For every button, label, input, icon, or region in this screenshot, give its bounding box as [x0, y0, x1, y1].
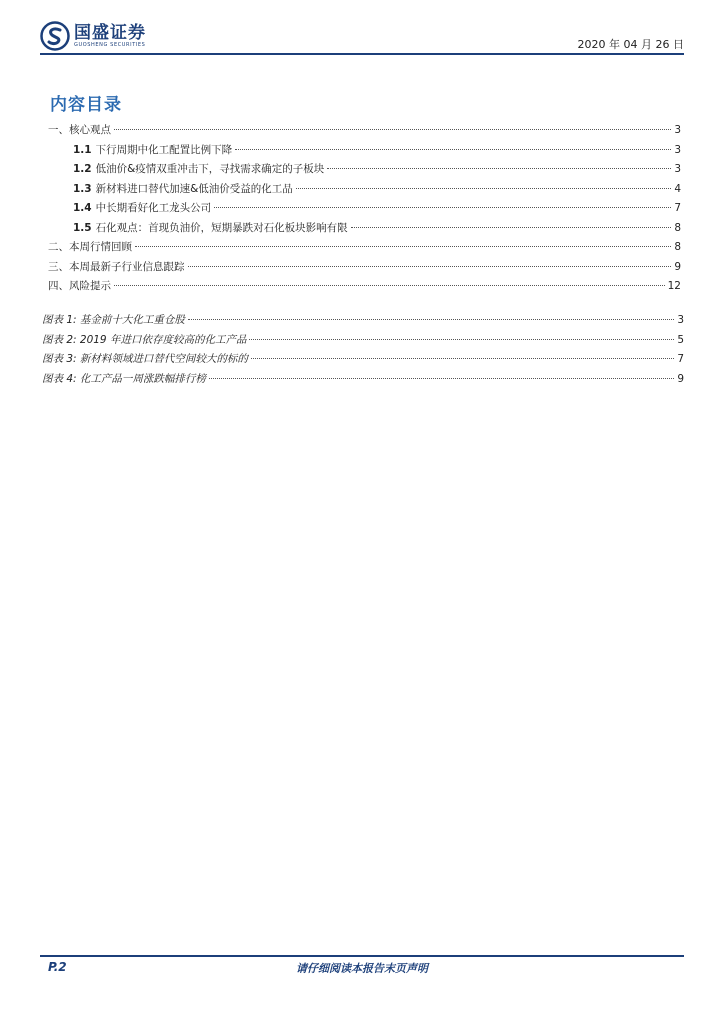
- figure-entry[interactable]: [42, 332, 684, 352]
- toc-leader-dots: [327, 168, 671, 169]
- figure-entry-page: 9: [677, 372, 684, 385]
- figure-entry-text: 图表 4: 化工产品一周涨跌幅排行榜: [42, 372, 206, 385]
- figure-entry-text: 图表 3: 新材料领域进口替代空间较大的标的: [42, 353, 248, 365]
- toc-entry-text: 石化观点：首现负油价，短期暴跌对石化板块影响有限: [95, 221, 348, 234]
- toc-entry-text: 四、风险提示: [48, 280, 111, 292]
- toc-leader-dots: [135, 246, 671, 247]
- toc-leader-dots: [114, 285, 665, 286]
- figure-entry[interactable]: [42, 371, 684, 391]
- toc-entry[interactable]: [48, 239, 681, 259]
- toc-leader-dots: [296, 188, 672, 189]
- figure-entry[interactable]: [42, 312, 684, 332]
- toc-entry-page: 3: [674, 124, 681, 136]
- toc-title: 内容目录: [50, 95, 122, 115]
- figure-entry-page: 3: [677, 314, 684, 326]
- toc-entry[interactable]: [48, 200, 681, 220]
- toc-entry-text: 中长期看好化工龙头公司: [95, 202, 212, 214]
- toc-entry-page: 12: [667, 280, 681, 292]
- toc-entry-page: 8: [674, 221, 681, 234]
- toc-leader-dots: [214, 207, 671, 208]
- toc-leader-dots: [114, 129, 671, 130]
- toc-entry-page: 9: [674, 260, 681, 273]
- header-divider: [40, 53, 684, 55]
- toc-entry[interactable]: [48, 278, 681, 298]
- toc-entry[interactable]: [48, 122, 681, 142]
- figure-leader-dots: [188, 319, 674, 320]
- toc-entry-page: 3: [674, 143, 681, 156]
- figure-entry[interactable]: [42, 351, 684, 371]
- toc-entry-number: 1.1: [73, 143, 92, 156]
- toc-entry[interactable]: [48, 161, 681, 181]
- toc-entry-text: 一、核心观点: [48, 124, 111, 136]
- figure-entry-page: 5: [677, 333, 684, 346]
- figure-leader-dots: [251, 358, 674, 359]
- page-header: [40, 18, 684, 54]
- footer-disclaimer: 请仔细阅读本报告末页声明: [296, 962, 428, 975]
- toc-entry-text: 下行周期中化工配置比例下降: [95, 143, 233, 156]
- figure-entry-text: 图表 2: 2019 年进口依存度较高的化工产品: [42, 333, 247, 346]
- report-date: 2020 年 04 月 26 日: [577, 38, 684, 51]
- toc-entry-number: 1.3: [73, 182, 92, 195]
- toc-entry-text: 低油价&疫情双重冲击下，寻找需求确定的子板块: [95, 163, 325, 175]
- toc-entry-text: 二、本周行情回顾: [48, 241, 132, 253]
- logo-cn-text: 国盛证券: [74, 22, 146, 43]
- footer-divider: [40, 955, 684, 957]
- toc-entry[interactable]: [48, 259, 681, 279]
- toc-leader-dots: [188, 266, 672, 267]
- toc-leader-dots: [235, 149, 671, 150]
- toc-entry-text: 三、本周最新子行业信息跟踪: [48, 260, 185, 273]
- figure-entry-page: 7: [677, 353, 684, 365]
- toc-leader-dots: [351, 227, 672, 228]
- toc-entry-number: 1.5: [73, 221, 92, 234]
- footer-page-number: P.2: [48, 960, 67, 974]
- toc-entry[interactable]: [48, 181, 681, 201]
- company-logo: [40, 20, 146, 52]
- toc-entry-page: 7: [674, 202, 681, 214]
- figure-leader-dots: [209, 378, 674, 379]
- guosheng-logo-icon: [40, 21, 70, 51]
- toc-entry-number: 1.4: [73, 202, 92, 214]
- toc-entry-page: 3: [674, 163, 681, 175]
- logo-en-text: GUOSHENG SECURITIES: [74, 41, 146, 48]
- toc-entry[interactable]: [48, 220, 681, 240]
- figure-leader-dots: [249, 339, 674, 340]
- toc-entry-text: 新材料进口替代加速&低油价受益的化工品: [95, 182, 293, 195]
- toc-entry-page: 8: [674, 241, 681, 253]
- toc-entry-number: 1.2: [73, 163, 92, 175]
- figure-entry-text: 图表 1: 基金前十大化工重仓股: [42, 314, 185, 326]
- toc-entry-page: 4: [674, 182, 681, 195]
- toc-entry[interactable]: [48, 142, 681, 162]
- toc-list: [48, 122, 681, 298]
- figure-list: [42, 312, 684, 390]
